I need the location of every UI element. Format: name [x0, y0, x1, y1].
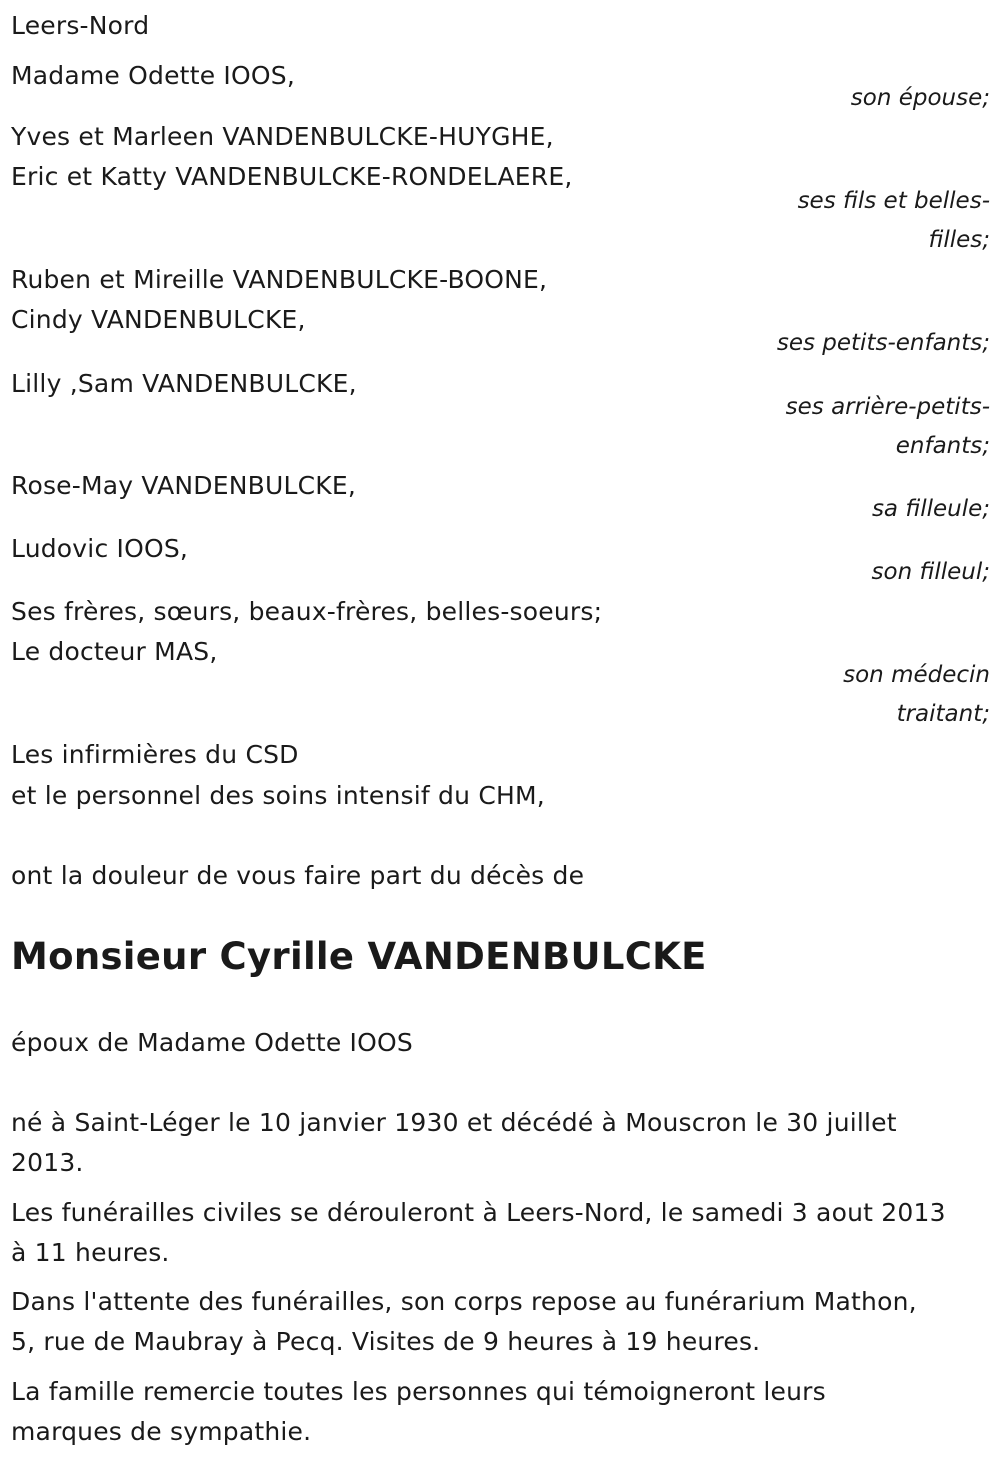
spouse-relation: son épouse;	[850, 85, 990, 111]
thanks-line-2: marques de sympathie.	[11, 1417, 312, 1446]
rest-line-1: Dans l'attente des funérailles, son corps repose au funérarium Mathon,	[11, 1287, 917, 1316]
birth-death-line-2: 2013.	[11, 1148, 84, 1177]
sons-line-2: Eric et Katty VANDENBULCKE-RONDELAERE,	[11, 162, 573, 191]
announcement-intro: ont la douleur de vous faire part du décès de	[11, 861, 585, 890]
godson-relation: son filleul;	[871, 559, 990, 585]
goddaughter: Rose-May VANDENBULCKE,	[11, 471, 357, 500]
doctor: Le docteur MAS,	[11, 637, 218, 666]
goddaughter-relation: sa filleule;	[871, 496, 990, 522]
siblings: Ses frères, sœurs, beaux-frères, belles-soeurs;	[11, 597, 603, 626]
doctor-relation-line-2: traitant;	[896, 701, 990, 727]
rest-line-2: 5, rue de Maubray à Pecq. Visites de 9 heures à 19 heures.	[11, 1327, 761, 1356]
funeral-line-1: Les funérailles civiles se dérouleront à Leers-Nord, le samedi 3 aout 2013	[11, 1198, 946, 1227]
sons-line-1: Yves et Marleen VANDENBULCKE-HUYGHE,	[11, 122, 554, 151]
spouse-name: Madame Odette IOOS,	[11, 61, 295, 90]
sons-relation-line-1: ses fils et belles-	[797, 188, 990, 214]
doctor-relation-line-1: son médecin	[843, 662, 990, 688]
thanks-line-1: La famille remercie toutes les personnes qui témoigneront leurs	[11, 1377, 826, 1406]
great-grandchildren-relation-line-1: ses arrière-petits-	[785, 394, 990, 420]
nurses-line-1: Les infirmières du CSD	[11, 740, 299, 769]
spouse-of: époux de Madame Odette IOOS	[11, 1028, 413, 1057]
great-grandchildren-relation-line-2: enfants;	[895, 433, 990, 459]
grandchildren-line-1: Ruben et Mireille VANDENBULCKE-BOONE,	[11, 265, 548, 294]
sons-relation-line-2: filles;	[928, 227, 990, 253]
godson: Ludovic IOOS,	[11, 534, 189, 563]
nurses-line-2: et le personnel des soins intensif du CHM,	[11, 781, 545, 810]
grandchildren-relation: ses petits-enfants;	[776, 330, 990, 356]
place-name: Leers-Nord	[11, 11, 150, 40]
deceased-name: Monsieur Cyrille VANDENBULCKE	[11, 935, 707, 978]
birth-death-line-1: né à Saint-Léger le 10 janvier 1930 et décédé à Mouscron le 30 juillet	[11, 1108, 897, 1137]
great-grandchildren: Lilly ,Sam VANDENBULCKE,	[11, 369, 357, 398]
funeral-line-2: à 11 heures.	[11, 1238, 170, 1267]
grandchildren-line-2: Cindy VANDENBULCKE,	[11, 305, 306, 334]
